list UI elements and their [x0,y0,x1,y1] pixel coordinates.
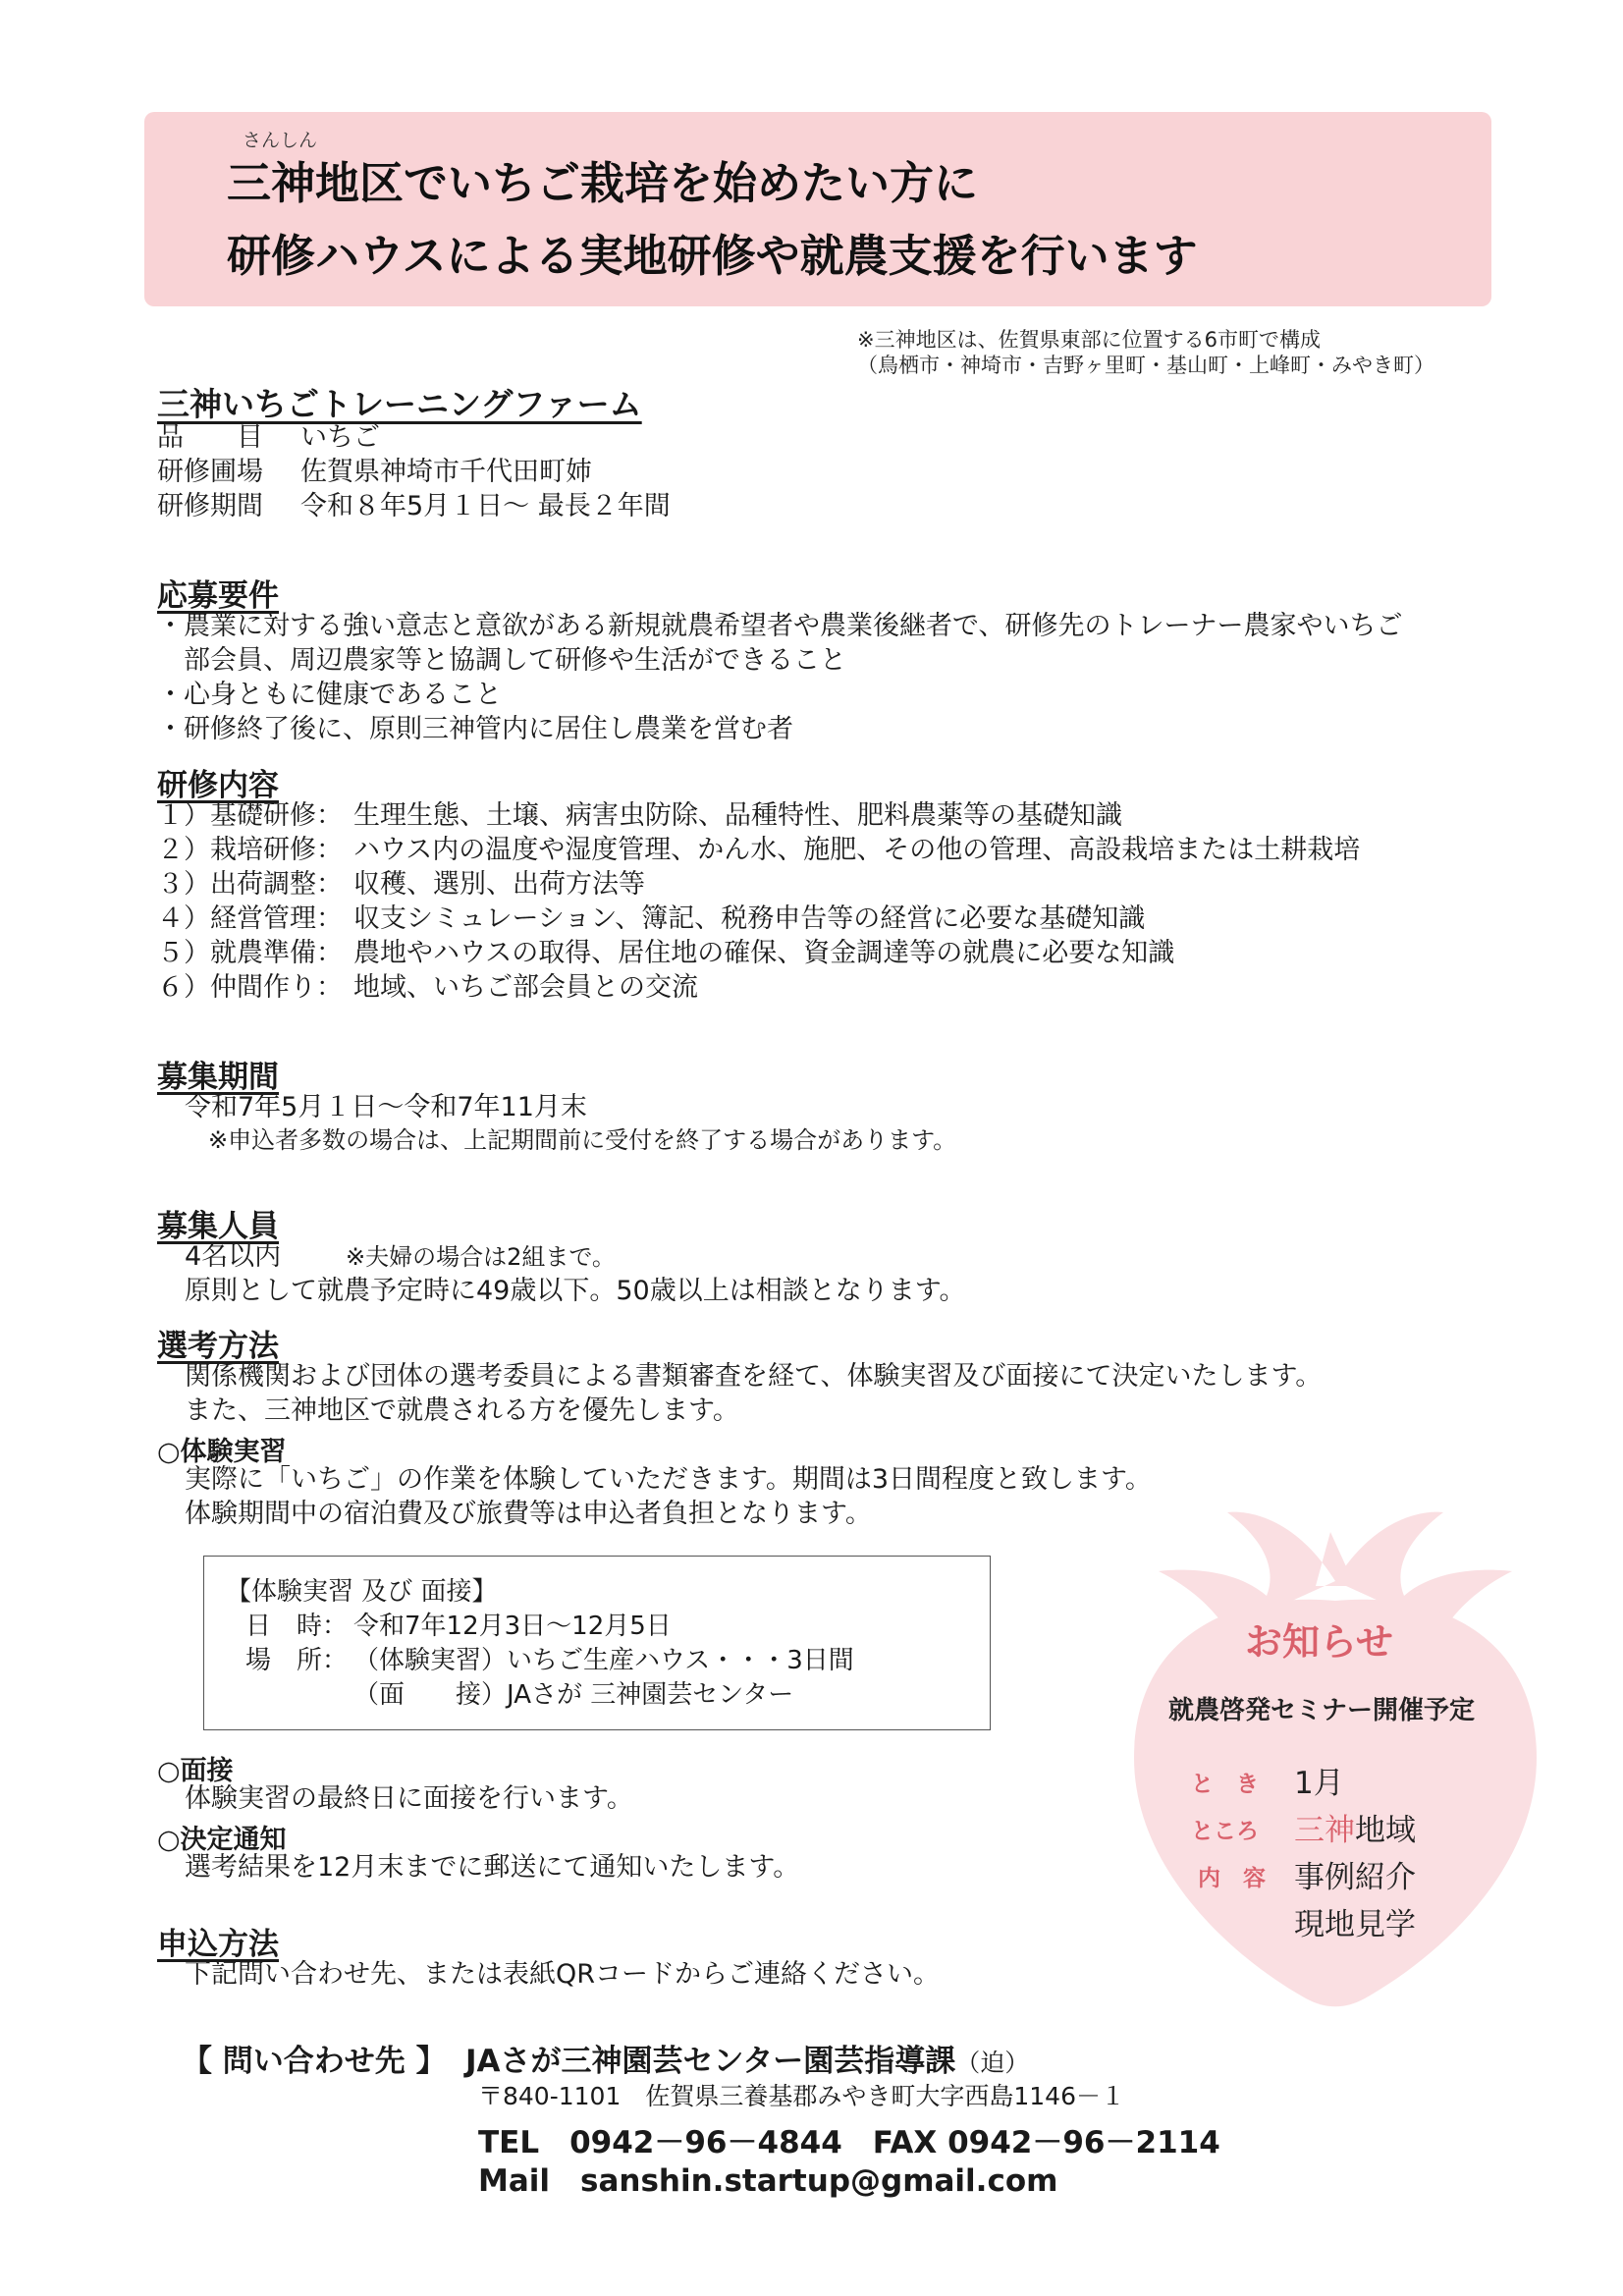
training-item-value: 収穫、選別、出荷方法等 [353,869,645,900]
contact-phone: TEL 0942－96－4844 FAX 0942－96－2114 [478,2125,1220,2160]
training-item [157,869,645,901]
area-note-line1: ※三神地区は、佐賀県東部に位置する6市町で構成 [857,328,1321,352]
schedule-place-value: （体験実習）いちご生産ハウス・・・3日間 [353,1646,854,1675]
schedule-place-row [245,1646,854,1676]
trial-heading: ○体験実習 [157,1437,287,1467]
training-item-label: ４）経営管理： [157,903,343,934]
decision-line: 選考結果を12月末までに郵送にて通知いたします。 [185,1852,800,1883]
capacity-age: 原則として就農予定時に49歳以下。50歳以上は相談となります。 [185,1276,966,1306]
training-item-value: 農地やハウスの取得、居住地の確保、資金調達等の就農に必要な知識 [353,938,1175,968]
page-title-line2: 研修ハウスによる実地研修や就農支援を行います [227,230,1198,282]
farm-title: 三神いちごトレーニングファーム [157,385,642,423]
training-item [157,972,698,1004]
period-heading: 募集期間 [157,1060,279,1095]
contact-address: 〒840-1101 佐賀県三養基郡みやき町大字西島1146－１ [478,2082,1125,2110]
requirements-heading: 応募要件 [157,578,279,614]
training-item-label: ６）仲間作り： [157,972,343,1003]
notice-title: お知らせ [1245,1620,1393,1664]
notice-label: と き [1191,1772,1259,1797]
contact-mail[interactable]: Mail sanshin.startup@gmail.com [478,2163,1058,2199]
requirement-line: ・心身ともに健康であること [157,680,502,710]
contact-label: 【 問い合わせ先 】 [182,2044,447,2079]
selection-line: 関係機関および団体の選考委員による書類審査を経て、体験実習及び面接にて決定いたします。 [185,1361,1323,1392]
capacity-note: ※夫婦の場合は2組まで。 [346,1243,616,1271]
notice-value: 1月 [1294,1766,1344,1801]
apply-heading: 申込方法 [157,1927,279,1962]
farm-row-label: 研修期間 [157,491,263,521]
schedule-place-label: 場 所： [245,1646,349,1675]
selection-line: また、三神地区で就農される方を優先します。 [185,1395,739,1426]
farm-row-value: いちご [300,422,380,453]
contact-org-name: JAさが三神園芸センター園芸指導課 [465,2044,956,2079]
notice-value: 事例紹介 [1294,1860,1416,1895]
trial-line: 体験期間中の宿泊費及び旅費等は申込者負担となります。 [185,1499,872,1529]
period-line: 令和7年5月１日～令和7年11月末 [185,1092,587,1122]
notice-subtitle: 就農啓発セミナー開催予定 [1168,1696,1476,1725]
period-note: ※申込者多数の場合は、上記期間前に受付を終了する場合があります。 [208,1126,957,1154]
farm-row [157,491,671,522]
training-item-value: ハウス内の温度や湿度管理、かん水、施肥、その他の管理、高設栽培または土耕栽培 [353,835,1361,865]
training-item-label: ３）出荷調整： [157,869,343,900]
contact-person: （迫） [955,2049,1030,2077]
farm-row [157,422,380,454]
farm-row-value: 令和８年5月１日～ 最長２年間 [300,491,671,521]
capacity-heading: 募集人員 [157,1209,279,1244]
trial-line: 実際に「いちご」の作業を体験していただきます。期間は3日間程度と致します。 [185,1464,1152,1495]
training-item [157,938,1174,969]
title-ruby: さんしん [243,130,318,151]
page-title-line1: 三神地区でいちご栽培を始めたい方に [227,157,979,209]
farm-row-label: 品 目 [157,422,263,453]
area-note-line2: （鳥栖市・神埼市・吉野ヶ里町・基山町・上峰町・みやき町） [857,354,1434,377]
training-item-label: ５）就農準備： [157,938,343,968]
requirement-line: ・農業に対する強い意志と意欲がある新規就農希望者や農業後継者で、研修先のトレーナー農家やいちご [157,611,1403,641]
training-item-value: 生理生態、土壌、病害虫防除、品種特性、肥料農薬等の基礎知識 [353,800,1122,831]
notice-value [1294,1805,1416,1849]
selection-heading: 選考方法 [157,1329,279,1364]
training-item [157,903,1145,935]
training-item-value: 地域、いちご部会員との交流 [353,972,698,1003]
notice-value: 現地見学 [1294,1907,1416,1942]
notice-label: ところ [1191,1819,1259,1844]
training-item-label: ２）栽培研修： [157,835,343,865]
notice-value-rest: 地域 [1355,1813,1416,1848]
schedule-date-value: 令和7年12月3日～12月5日 [353,1612,672,1641]
farm-row-value: 佐賀県神埼市千代田町姉 [300,457,592,487]
notice-value-accent: 三神 [1294,1813,1355,1848]
schedule-date-row [245,1612,672,1642]
schedule-date-label: 日 時： [245,1612,349,1641]
training-item-label: １）基礎研修： [157,800,343,831]
decision-heading: ○決定通知 [157,1825,287,1855]
training-item [157,800,1122,832]
training-heading: 研修内容 [157,768,279,803]
interview-heading: ○面接 [157,1756,234,1786]
farm-row [157,457,592,488]
contact-org [465,2036,1029,2080]
notice-label: 内 容 [1198,1866,1266,1891]
schedule-place-value-2: （面 接）JAさが 三神園芸センター [353,1680,794,1710]
training-item-value: 収支シミュレーション、簿記、税務申告等の経営に必要な基礎知識 [353,903,1146,934]
schedule-box-title: 【体験実習 及び 面接】 [226,1577,498,1607]
farm-row-label: 研修圃場 [157,457,263,487]
capacity-count: 4名以内 [185,1241,282,1272]
requirement-line: ・研修終了後に、原則三神管内に居住し農業を営む者 [157,714,793,744]
apply-line: 下記問い合わせ先、または表紙QRコードからご連絡ください。 [185,1959,941,1990]
requirement-line: 部会員、周辺農家等と協調して研修や生活ができること [157,645,846,676]
training-item [157,835,1360,866]
interview-line: 体験実習の最終日に面接を行います。 [185,1783,633,1814]
